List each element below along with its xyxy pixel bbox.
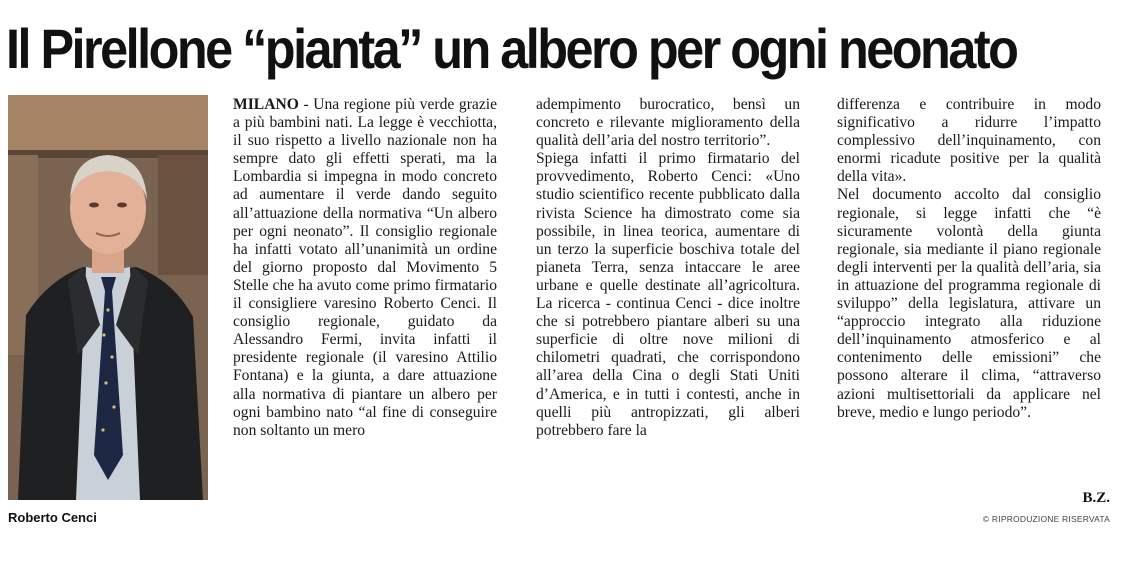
copyright-notice: © RIPRODUZIONE RISERVATA [982, 514, 1110, 524]
article-column-3 [837, 96, 1101, 536]
author-signature: B.Z. [1082, 490, 1110, 506]
column-3-paragraph-1: differenza e contribuire in modo significativo a ridurre l’impatto complessivo dell’inquinamento, con enormi ricadute positive per la qualità della vita». [837, 96, 1101, 186]
article-column-2 [536, 96, 800, 536]
column-1-text: - Una regione più verde grazie a più bambini nati. La legge è vecchiotta, il suo rispetto a livello nazionale non ha sempre dato gli effetti sperati, ma la Lombardia si impegna in modo concreto ad aumentare il verde dando seguito all’attuazione della normativa “Un albero per ogni neonato”. Il consiglio regionale ha infatti votato all’unanimità un ordine del giorno proposto dal Movimento 5 Stelle che ha avuto come primo firmatario il consigliere varesino Roberto Cenci. Il consiglio regionale, guidato da Alessandro Fermi, invita infatti il presidente regionale (il varesino Attilio Fontana) e la giunta, a dare attuazione alla normativa di piantare un albero per ogni bambino nato “al fine di conseguire non soltanto un mero [233, 96, 497, 439]
headline: Il Pirellone “pianta” un albero per ogni neonato [6, 17, 1017, 80]
portrait-illustration [8, 95, 208, 500]
column-3-paragraph-2: Nel documento accolto dal consiglio regionale, si legge infatti che “è sicuramente volontà della giunta regionale, sia mediante il piano regionale degli interventi per la qualità dell’aria, sia in attuazione del programma regionale di sviluppo” della legislatura, attivare un “approccio integrato alla riduzione dell’inquinamento atmosferico e al contenimento delle emissioni” che possono alterare il clima, “attraverso azioni multisettoriali da applicare nel breve, medio e lungo periodo”. [837, 186, 1101, 421]
photo-caption: Roberto Cenci [8, 510, 97, 525]
column-2-paragraph-1: adempimento burocratico, bensì un concreto e rilevante miglioramento della qualità dell’aria del nostro territorio”. [536, 96, 800, 150]
portrait-photo [8, 95, 208, 500]
dateline: MILANO [233, 96, 299, 113]
column-2-paragraph-2: Spiega infatti il primo firmatario del provvedimento, Roberto Cenci: «Uno studio scientifico recente pubblicato dalla rivista Science ha dimostrato come sia possibile, in linea teorica, aumentare di un terzo la superficie boschiva totale del pianeta Terra, senza intaccare le aree urbane e quelle destinate all’agricoltura. La ricerca - continua Cenci - dice inoltre che si potrebbero piantare alberi su una superficie di oltre nove milioni di chilometri quadrati, che corrispondono all’area della Cina o degli Stati Uniti d’America, e in tutti i contesti, anche in quelli più antropizzati, gli alberi potrebbero fare la [536, 150, 800, 439]
article-column-1 [233, 96, 497, 536]
